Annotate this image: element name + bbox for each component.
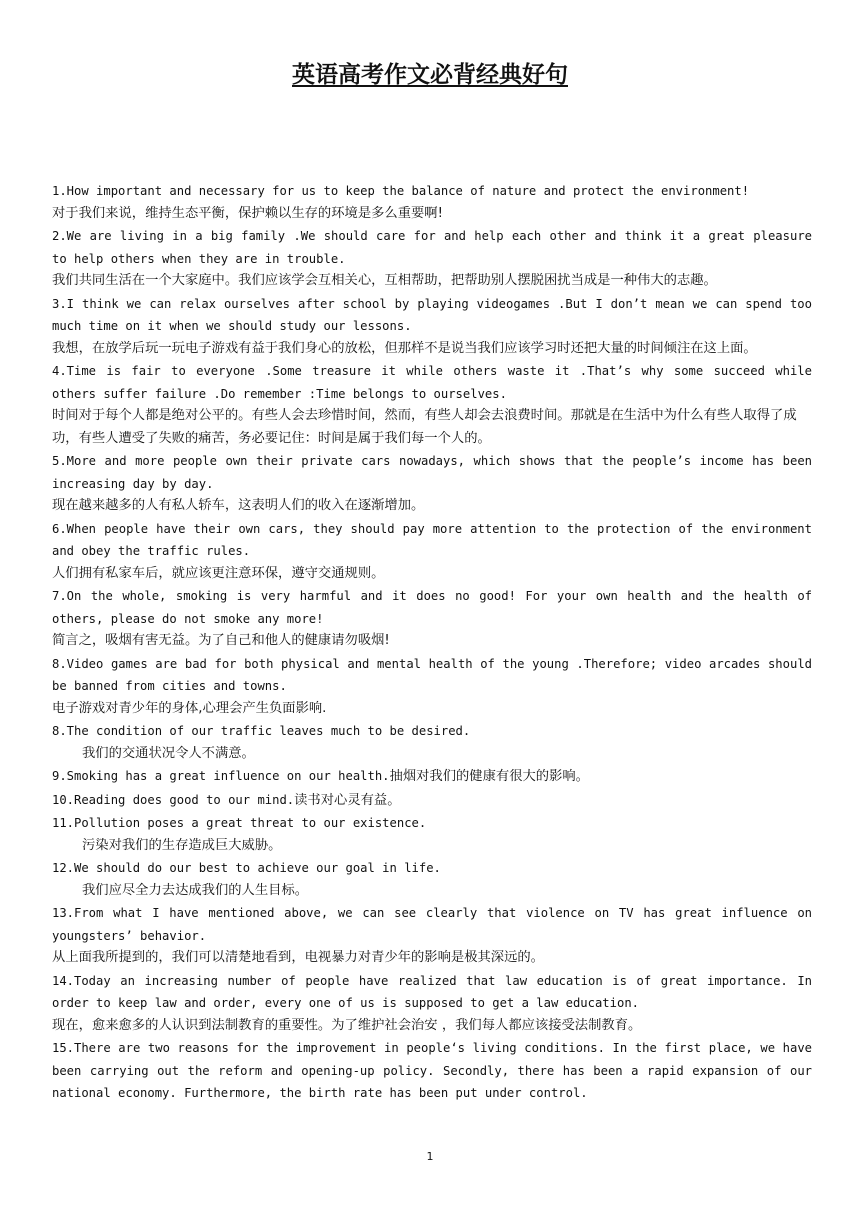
sentence-en: 7.On the whole, smoking is very harmful and it does no good! For your own health and the health of others, please do not smoke any more! [52, 589, 812, 626]
sentence-en: 8.Video games are bad for both physical and mental health of the young .Therefore; video arcades should be banned from cities and towns. [52, 656, 812, 693]
sentence-en: 8.The condition of our traffic leaves much to be desired. [52, 724, 471, 738]
sentence-en: 2.We are living in a big family .We should care for and help each other and think it a great pleasure to help others when they are in trouble. [52, 229, 812, 266]
sentence-en: 4.Time is fair to everyone .Some treasure it while others waste it .That’s why some succeed while others suffer failure .Do remember :Time belongs to ourselves. [52, 364, 812, 401]
sentence-zh: 我们应尽全力去达成我们的人生目标。 [82, 882, 309, 898]
sentence-zh: 读书对心灵有益。 [294, 792, 401, 808]
sentence-en: 14.Today an increasing number of people have realized that law education is of great importance. In order to keep law and order, every one of us is supposed to get a law education. [52, 973, 812, 1010]
sentence-en: 13.From what I have mentioned above, we can see clearly that violence on TV has great influence on youngsters’ behavior. [52, 906, 812, 943]
sentence-zh: 从上面我所提到的，我们可以清楚地看到，电视暴力对青少年的影响是极其深远的。 [52, 950, 544, 965]
sentence-en: 15.There are two reasons for the improvement in people‘s living conditions. In the first place, we have been carrying out the reform and opening-up policy. Secondly, there has been a rapid expansion of our national economy. Furthermore, the birth rate has been put under control. [52, 1041, 812, 1100]
sentence-zh: 抽烟对我们的健康有很大的影响。 [389, 769, 589, 784]
sentence-en: 10.Reading does good to our mind. [52, 792, 295, 807]
sentence-zh: 现在越来越多的人有私人轿车，这表明人们的收入在逐渐增加。 [52, 498, 425, 513]
sentence-en-with-translation [52, 765, 812, 789]
sentence-zh: 电子游戏对青少年的身体,心理会产生负面影响. [52, 700, 327, 716]
page-title: 英语高考作文必背经典好句 [292, 61, 568, 88]
sentence-list [52, 180, 812, 1105]
sentence-en: 9.Smoking has a great influence on our health. [52, 769, 390, 783]
sentence-en-with-translation [52, 789, 812, 813]
sentence-en: 6.When people have their own cars, they should pay more attention to the protection of the environment and obey the traffic rules. [52, 521, 812, 558]
sentence-zh: 对于我们来说，维持生态平衡，保护赖以生存的环境是多么重要啊! [52, 205, 443, 221]
sentence-en: 3.I think we can relax ourselves after school by playing videogames .But I don’t mean we can spend too much time on it when we should study our lessons. [52, 296, 812, 333]
sentence-zh: 人们拥有私家车后，就应该更注意环保，遵守交通规则。 [52, 565, 385, 581]
sentence-zh: 我们的交通状况令人不满意。 [82, 745, 255, 761]
sentence-zh: 时间对于每个人都是绝对公平的。有些人会去珍惜时间，然而，有些人却会去浪费时间。那就是在生活中为什么有些人取得了成功，有些人遭受了失败的痛苦，务必要记住：时间是属于我们每一个人的。 [52, 408, 797, 446]
sentence-en: 1.How important and necessary for us to keep the balance of nature and protect the environment! [52, 184, 750, 198]
sentence-en: 5.More and more people own their private cars nowadays, which shows that the people’s income has been increasing day by day. [52, 454, 812, 491]
sentence-en: 11.Pollution poses a great threat to our existence. [52, 816, 427, 830]
sentence-zh: 现在，愈来愈多的人认识到法制教育的重要性。为了维护社会治安 ，我们每人都应该接受法制教育。 [52, 1017, 642, 1033]
sentence-zh: 污染对我们的生存造成巨大威胁。 [82, 837, 282, 853]
sentence-zh: 我们共同生活在一个大家庭中。我们应该学会互相关心，互相帮助，把帮助别人摆脱困扰当成是一种伟大的志趣。 [52, 273, 717, 288]
sentence-en: 12.We should do our best to achieve our goal in life. [52, 861, 441, 875]
page-number: 1 [426, 1150, 434, 1163]
sentence-zh: 简言之，吸烟有害无益。为了自己和他人的健康请勿吸烟! [52, 633, 390, 648]
sentence-zh: 我想，在放学后玩一玩电子游戏有益于我们身心的放松，但那样不是说当我们应该学习时还把大量的时间倾注在这上面。 [52, 340, 757, 356]
